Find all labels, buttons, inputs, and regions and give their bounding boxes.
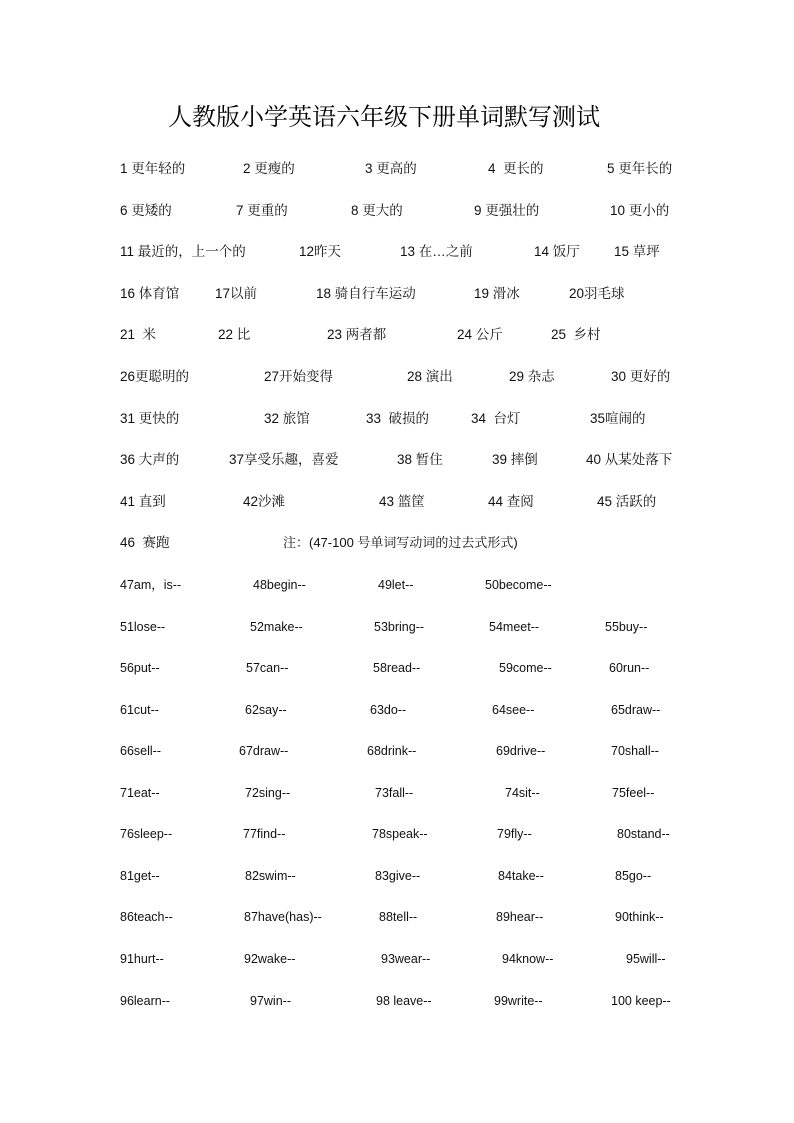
verb-item-94: 94know-- (502, 952, 554, 966)
vocab-item-24: 24 公斤 (457, 327, 503, 342)
verb-item-95: 95will-- (626, 952, 666, 966)
vocab-item-19: 19 滑冰 (474, 286, 520, 301)
vocab-item-40: 40 从某处落下 (586, 452, 673, 467)
vocab-item-13: 13 在…之前 (400, 244, 473, 259)
vocab-item-2: 2 更瘦的 (243, 161, 295, 176)
vocab-item-20: 20羽毛球 (569, 286, 625, 301)
verb-item-63: 63do-- (370, 703, 407, 717)
vocab-item-22: 22 比 (218, 327, 251, 342)
verb-item-92: 92wake-- (244, 952, 296, 966)
verb-item-87: 87have(has)-- (244, 910, 322, 924)
vocab-item-37: 37享受乐趣，喜爱 (229, 452, 339, 467)
verb-item-89: 89hear-- (496, 910, 544, 924)
verb-item-65: 65draw-- (611, 703, 661, 717)
verb-row-11 (0, 992, 794, 1010)
vocab-item-30: 30 更好的 (611, 369, 671, 384)
verb-item-75: 75feel-- (612, 786, 655, 800)
verb-item-73: 73fall-- (375, 786, 414, 800)
verb-item-93: 93wear-- (381, 952, 431, 966)
verb-item-77: 77find-- (243, 827, 286, 841)
instruction-note: 注：(47-100 号单词写动词的过去式形式) (283, 535, 518, 550)
vocab-row-7 (0, 410, 794, 428)
verb-item-70: 70shall-- (611, 744, 659, 758)
verb-item-90: 90think-- (615, 910, 664, 924)
vocab-row-2 (0, 202, 794, 220)
vocab-item-10: 10 更小的 (610, 203, 670, 218)
verb-row-3 (0, 659, 794, 677)
verb-item-83: 83give-- (375, 869, 421, 883)
vocab-item-36: 36 大声的 (120, 452, 180, 467)
verb-item-79: 79fly-- (497, 827, 532, 841)
vocab-item-28: 28 演出 (407, 369, 453, 384)
verb-row-10 (0, 950, 794, 968)
verb-row-6 (0, 784, 794, 802)
verb-item-68: 68drink-- (367, 744, 417, 758)
verb-item-72: 72sing-- (245, 786, 291, 800)
vocab-item-44: 44 查阅 (488, 494, 534, 509)
vocab-item-39: 39 摔倒 (492, 452, 538, 467)
vocab-item-34: 34 台灯 (471, 411, 521, 426)
verb-item-96: 96learn-- (120, 994, 171, 1008)
verb-item-66: 66sell-- (120, 744, 161, 758)
verb-item-52: 52make-- (250, 620, 303, 634)
verb-item-61: 61cut-- (120, 703, 159, 717)
vocab-item-42: 42沙滩 (243, 494, 286, 509)
verb-item-82: 82swim-- (245, 869, 296, 883)
vocab-row-9 (0, 493, 794, 511)
vocab-row-5 (0, 326, 794, 344)
verb-item-67: 67draw-- (239, 744, 289, 758)
verb-row-8 (0, 867, 794, 885)
vocab-item-14: 14 饭厅 (534, 244, 580, 259)
vocab-row-10 (0, 534, 794, 552)
vocab-item-35: 35喧闹的 (590, 411, 646, 426)
vocab-item-8: 8 更大的 (351, 203, 403, 218)
verb-item-50: 50become-- (485, 578, 552, 592)
verb-item-99: 99write-- (494, 994, 543, 1008)
verb-item-48: 48begin-- (253, 578, 306, 592)
vocab-item-27: 27开始变得 (264, 369, 334, 384)
vocab-item-9: 9 更强壮的 (474, 203, 540, 218)
vocab-item-33: 33 破损的 (366, 411, 430, 426)
vocab-item-23: 23 两者都 (327, 327, 387, 342)
verb-item-51: 51lose-- (120, 620, 166, 634)
verb-item-84: 84take-- (498, 869, 544, 883)
vocab-item-25: 25 乡村 (551, 327, 601, 342)
verb-row-9 (0, 908, 794, 926)
verb-item-81: 81get-- (120, 869, 160, 883)
verb-item-85: 85go-- (615, 869, 652, 883)
vocab-item-26: 26更聪明的 (120, 369, 190, 384)
verb-item-64: 64see-- (492, 703, 535, 717)
verb-item-80: 80stand-- (617, 827, 670, 841)
verb-item-69: 69drive-- (496, 744, 546, 758)
verb-item-54: 54meet-- (489, 620, 540, 634)
verb-item-100: 100 keep-- (611, 994, 671, 1008)
vocab-item-7: 7 更重的 (236, 203, 288, 218)
vocab-item-43: 43 篮筐 (379, 494, 425, 509)
vocab-item-17: 17以前 (215, 286, 258, 301)
verb-item-47: 47am，is-- (120, 578, 182, 592)
vocab-item-12: 12昨天 (299, 244, 342, 259)
vocab-item-5: 5 更年长的 (607, 161, 673, 176)
vocab-row-1 (0, 160, 794, 178)
verb-row-2 (0, 618, 794, 636)
vocab-item-6: 6 更矮的 (120, 203, 172, 218)
vocab-item-1: 1 更年轻的 (120, 161, 186, 176)
page-title: 人教版小学英语六年级下册单词默写测试 (168, 104, 600, 131)
vocab-item-45: 45 活跃的 (597, 494, 657, 509)
vocab-item-31: 31 更快的 (120, 411, 180, 426)
verb-item-49: 49let-- (378, 578, 414, 592)
verb-item-98: 98 leave-- (376, 994, 432, 1008)
vocab-item-3: 3 更高的 (365, 161, 417, 176)
verb-item-59: 59come-- (499, 661, 552, 675)
vocab-item-46: 46 赛跑 (120, 535, 170, 550)
vocab-row-6 (0, 368, 794, 386)
verb-item-88: 88tell-- (379, 910, 418, 924)
verb-item-78: 78speak-- (372, 827, 428, 841)
vocab-row-8 (0, 451, 794, 469)
vocab-row-3 (0, 243, 794, 261)
verb-item-57: 57can-- (246, 661, 289, 675)
verb-item-76: 76sleep-- (120, 827, 173, 841)
vocab-item-4: 4 更长的 (488, 161, 544, 176)
verb-row-1 (0, 576, 794, 594)
verb-item-60: 60run-- (609, 661, 650, 675)
verb-item-55: 55buy-- (605, 620, 648, 634)
vocab-item-29: 29 杂志 (509, 369, 555, 384)
verb-item-97: 97win-- (250, 994, 291, 1008)
vocab-item-41: 41 直到 (120, 494, 166, 509)
verb-item-56: 56put-- (120, 661, 160, 675)
verb-row-7 (0, 825, 794, 843)
verb-row-4 (0, 701, 794, 719)
verb-item-86: 86teach-- (120, 910, 173, 924)
vocab-row-4 (0, 285, 794, 303)
vocab-item-32: 32 旅馆 (264, 411, 310, 426)
verb-item-74: 74sit-- (505, 786, 540, 800)
verb-item-91: 91hurt-- (120, 952, 164, 966)
vocab-item-16: 16 体育馆 (120, 286, 180, 301)
vocab-item-11: 11 最近的，上一个的 (120, 244, 246, 259)
vocab-item-15: 15 草坪 (614, 244, 660, 259)
verb-item-62: 62say-- (245, 703, 287, 717)
vocab-item-21: 21 米 (120, 327, 157, 342)
verb-row-5 (0, 742, 794, 760)
vocab-item-38: 38 暂住 (397, 452, 443, 467)
vocab-item-18: 18 骑自行车运动 (316, 286, 416, 301)
verb-item-71: 71eat-- (120, 786, 160, 800)
verb-item-53: 53bring-- (374, 620, 425, 634)
verb-item-58: 58read-- (373, 661, 421, 675)
